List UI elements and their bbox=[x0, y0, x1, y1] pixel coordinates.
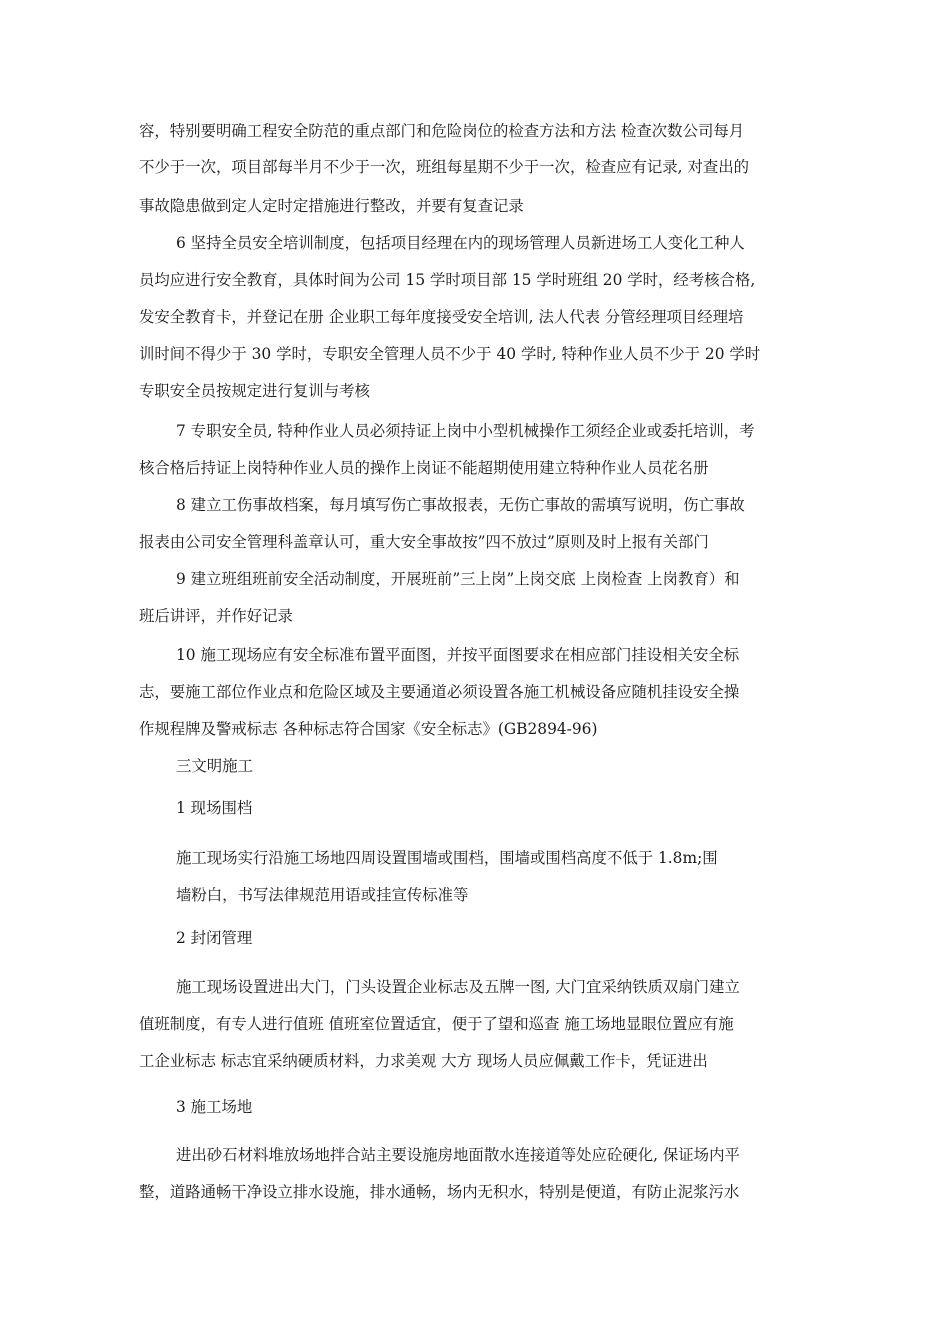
paragraph-start: 施工现场实行沿施工场地四周设置围墙或围档，围墙或围档高度不低于 1.8m;围 bbox=[176, 849, 718, 867]
text-line: 整，道路通畅干净设立排水设施，排水通畅，场内无积水，特别是便道，有防止泥浆污水 bbox=[139, 1183, 740, 1201]
paragraph-7-start: 7 专职安全员, 特种作业人员必须持证上岗中小型机械操作工须经企业或委托培训，考 bbox=[176, 422, 755, 440]
paragraph-start: 施工现场设置进出大门，门头设置企业标志及五牌一图, 大门宜采纳铁质双扇门建立 bbox=[176, 978, 740, 996]
text-line: 员均应进行安全教育，具体时间为公司 15 学时项目部 15 学时班组 20 学时，经考核合格, bbox=[139, 271, 756, 289]
text-line: 志，要施工部位作业点和危险区域及主要通道必须设置各施工机械设备应随机挂设安全操 bbox=[139, 683, 740, 701]
text-line: 墙粉白，书写法律规范用语或挂宣传标准等 bbox=[176, 886, 469, 904]
text-line: 值班制度，有专人进行值班 值班室位置适宜，便于了望和巡查 施工场地显眼位置应有施 bbox=[139, 1015, 734, 1033]
text-line: 训时间不得少于 30 学时，专职安全管理人员不少于 40 学时, 特种作业人员不少于 20 学时 bbox=[139, 345, 761, 363]
section-heading: 三文明施工 bbox=[176, 757, 253, 775]
text-line: 专职安全员按规定进行复训与考核 bbox=[139, 382, 370, 400]
paragraph-start: 进出砂石材料堆放场地拌合站主要设施房地面散水连接道等处应砼硬化, 保证场内平 bbox=[176, 1146, 740, 1164]
text-line: 事故隐患做到定人定时定措施进行整改，并要有复查记录 bbox=[139, 197, 524, 215]
text-line: 容，特别要明确工程安全防范的重点部门和危险岗位的检查方法和方法 检查次数公司每月 bbox=[139, 122, 745, 140]
subsection-heading: 2 封闭管理 bbox=[176, 929, 253, 947]
subsection-heading: 1 现场围档 bbox=[176, 799, 253, 817]
text-line: 发安全教育卡，并登记在册 企业职工每年度接受安全培训, 法人代表 分管经理项目经理培 bbox=[139, 308, 744, 326]
text-line: 工企业标志 标志宜采纳硬质材料，力求美观 大方 现场人员应佩戴工作卡，凭证进出 bbox=[139, 1052, 708, 1070]
text-line: 不少于一次，项目部每半月不少于一次，班组每星期不少于一次，检查应有记录, 对查出的 bbox=[139, 158, 750, 176]
paragraph-6-start: 6 坚持全员安全培训制度，包括项目经理在内的现场管理人员新进场工人变化工种人 bbox=[176, 234, 745, 252]
paragraph-10-start: 10 施工现场应有安全标准布置平面图，并按平面图要求在相应部门挂设相关安全标 bbox=[176, 646, 740, 664]
text-line: 核合格后持证上岗特种作业人员的操作上岗证不能超期使用建立特种作业人员花名册 bbox=[139, 459, 709, 477]
paragraph-8-start: 8 建立工伤事故档案，每月填写伤亡事故报表，无伤亡事故的需填写说明，伤亡事故 bbox=[176, 496, 745, 514]
paragraph-9-start: 9 建立班组班前安全活动制度，开展班前”三上岗”上岗交底 上岗检查 上岗教育）和 bbox=[176, 570, 740, 588]
subsection-heading: 3 施工场地 bbox=[176, 1098, 253, 1116]
text-line: 班后讲评，并作好记录 bbox=[139, 607, 293, 625]
text-line: 报表由公司安全管理科盖章认可，重大安全事故按”四不放过”原则及时上报有关部门 bbox=[139, 533, 709, 551]
text-line: 作规程牌及警戒标志 各种标志符合国家《安全标志》(GB2894-96) bbox=[139, 720, 598, 738]
